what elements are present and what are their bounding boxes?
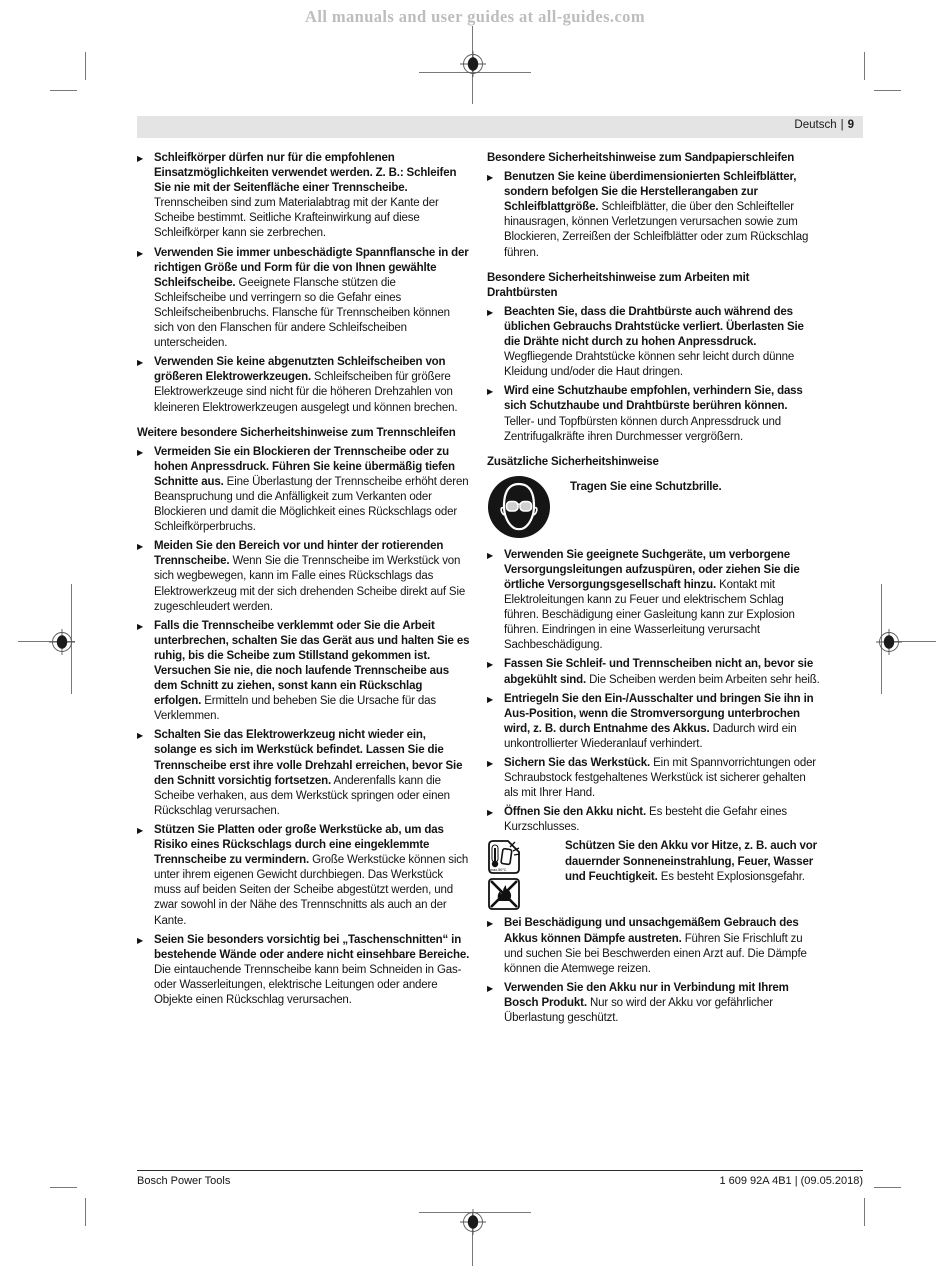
safety-instruction bbox=[137, 619, 470, 725]
safety-instruction bbox=[137, 151, 470, 242]
footer-divider bbox=[137, 1170, 863, 1171]
battery-protection-notice bbox=[487, 839, 820, 911]
safety-instruction bbox=[137, 539, 470, 614]
safety-instruction bbox=[137, 355, 470, 415]
bullet-arrow-icon: ▶ bbox=[487, 173, 494, 183]
safety-instruction bbox=[487, 305, 820, 380]
bullet-arrow-icon: ▶ bbox=[487, 660, 494, 670]
safety-instruction bbox=[487, 170, 820, 261]
instruction-bold: Öffnen Sie den Akku nicht. bbox=[504, 806, 646, 819]
instruction-bold: Seien Sie besonders vorsichtig bei „Taschenschnitten“ in bestehende Wände oder andere nicht einsehbare Bereiche. bbox=[154, 933, 470, 961]
instruction-text bbox=[504, 756, 820, 801]
instruction-text bbox=[154, 151, 470, 242]
instruction-text bbox=[504, 692, 820, 752]
bullet-arrow-icon: ▶ bbox=[487, 808, 494, 818]
instruction-bold: Fassen Sie Schleif- und Trennscheiben nicht an, bevor sie abgekühlt sind. bbox=[504, 658, 814, 686]
safety-instruction bbox=[487, 805, 820, 835]
instruction-bold: Verwenden Sie geeignete Suchgeräte, um verborgene Versorgungsleitungen aufzuspüren, oder ziehen Sie die örtliche Versorgungsgesellschaft hinzu. bbox=[504, 548, 800, 591]
instruction-bold: Vermeiden Sie ein Blockieren der Trennscheibe oder zu hohen Anpressdruck. Führen Sie keine übermäßig tiefen Schnitte aus. bbox=[154, 445, 455, 488]
instruction-detail: Wegfliegende Drahtstücke können sehr leicht durch dünne Kleidung und/oder die Haut dringen. bbox=[504, 351, 795, 379]
instruction-text bbox=[154, 619, 470, 725]
crop-mark bbox=[85, 1198, 86, 1226]
instruction-text bbox=[504, 170, 820, 261]
instruction-text bbox=[154, 445, 470, 536]
instruction-bold: Schützen Sie den Akku vor Hitze, z. B. auch vor dauernder Sonneneinstrahlung, Feuer, Wasser und Feuchtigkeit. bbox=[565, 840, 817, 883]
instruction-detail: Ermitteln und beheben Sie die Ursache für das Verklemmen. bbox=[154, 695, 436, 723]
goggles-notice-text: Tragen Sie eine Schutzbrille. bbox=[570, 480, 722, 493]
watermark-text: All manuals and user guides at all-guides.com bbox=[305, 7, 645, 26]
crop-mark bbox=[874, 90, 901, 91]
battery-heat-icon-label: max.50°C bbox=[490, 867, 507, 873]
instruction-detail: Anderenfalls kann die Scheibe verhaken, aus dem Werkstück springen oder einen Rückschlag verursachen. bbox=[154, 774, 450, 817]
instruction-detail: Ein mit Spannvorrichtungen oder Schraubstock festgehaltenes Werkstück ist sicherer gehalten als mit Ihrer Hand. bbox=[504, 757, 816, 800]
instruction-bold: Verwenden Sie keine abgenutzten Schleifscheiben von größeren Elektrowerkzeugen. bbox=[154, 356, 446, 384]
instruction-text bbox=[504, 805, 820, 835]
instruction-text bbox=[504, 548, 820, 654]
goggles-notice bbox=[487, 475, 820, 539]
safety-instruction bbox=[487, 981, 820, 1026]
bullet-arrow-icon: ▶ bbox=[137, 621, 144, 631]
instruction-text bbox=[504, 657, 820, 687]
instruction-text bbox=[504, 305, 820, 380]
safety-instruction bbox=[137, 728, 470, 819]
instruction-detail: Schleifblätter, die über den Schleifteller hinausragen, können Verletzungen verursachen sowie zum Blockieren, Zerreißen der Schleifblätter oder zum Rückschlag führen. bbox=[504, 201, 809, 259]
instruction-bold: Verwenden Sie immer unbeschädigte Spannflansche in der richtigen Größe und Form für die von Ihnen gewählte Schleifscheibe. bbox=[154, 246, 469, 289]
instruction-bold: Stützen Sie Platten oder große Werkstücke ab, um das Risiko eines Rückschlags durch eine eingeklemmte Trennscheibe zu vermindern. bbox=[154, 823, 444, 867]
bullet-arrow-icon: ▶ bbox=[137, 825, 144, 835]
instruction-detail: Eine Überlastung der Trennscheibe erhöht deren Beanspruchung und die Anfälligkeit zum Verkanten oder Blockieren und damit die Möglichkeit eines Rückschlags oder Schleifkörperbruchs. bbox=[154, 475, 469, 534]
instruction-detail: Die Scheiben werden beim Arbeiten sehr heiß. bbox=[589, 673, 820, 686]
instruction-bold: Benutzen Sie keine überdimensionierten Schleifblätter, sondern befolgen Sie die Herstellerangaben zur Schleifblattgröße. bbox=[504, 171, 797, 214]
instruction-text bbox=[154, 823, 470, 929]
bullet-arrow-icon: ▶ bbox=[137, 542, 144, 552]
instruction-detail: Trennscheiben sind zum Materialabtrag mit der Kante der Scheibe bestimmt. Seitliche Krafteinwirkung auf diese Schleifkörper kann sie zerbrechen. bbox=[154, 197, 439, 240]
instruction-text bbox=[154, 246, 470, 352]
section-heading: Weitere besondere Sicherheitshinweise zum Trennschleifen bbox=[137, 426, 456, 439]
instruction-detail: Große Werkstücke können sich unter ihrem eigenen Gewicht durchbiegen. Das Werkstück muss auf beiden Seiten der Scheibe abgestützt werden, und zwar sowohl in der Nähe des Trennschnitts als auch an der Kante. bbox=[154, 854, 469, 927]
crop-mark bbox=[50, 90, 77, 91]
bullet-arrow-icon: ▶ bbox=[137, 154, 144, 163]
registration-mark-icon bbox=[875, 628, 903, 656]
bullet-arrow-icon: ▶ bbox=[137, 358, 144, 368]
instruction-bold: Falls die Trennscheibe verklemmt oder Sie die Arbeit unterbrechen, schalten Sie das Gerät aus und halten Sie es ruhig, bis die Scheibe zum Stillstand gekommen ist. Versuchen Sie nie, die noch laufende Trennscheibe aus dem Schnitt zu ziehen, sonst kann ein Rückschlag erfolgen. bbox=[154, 619, 470, 708]
registration-mark-icon bbox=[459, 50, 487, 78]
bullet-arrow-icon: ▶ bbox=[487, 983, 494, 993]
registration-mark-icon bbox=[48, 628, 76, 656]
safety-instruction bbox=[487, 916, 820, 976]
section-heading: Zusätzliche Sicherheitshinweise bbox=[487, 455, 659, 468]
instruction-bold: Schalten Sie das Elektrowerkzeug nicht wieder ein, solange es sich im Werkstück befindet. Lassen Sie die Trennscheibe erst ihre volle Drehzahl erreichen, bevor Sie den Schnitt vorsichtig fortsetzen. bbox=[154, 729, 463, 787]
instruction-detail: Nur so wird der Akku vor gefährlicher Überlastung geschützt. bbox=[504, 996, 773, 1025]
instruction-text bbox=[504, 384, 820, 444]
header-language: Deutsch bbox=[794, 119, 837, 131]
footer-document-number: 1 609 92A 4B1 | (09.05.2018) bbox=[719, 1175, 863, 1187]
safety-instruction bbox=[487, 657, 820, 687]
safety-instruction bbox=[137, 445, 470, 536]
safety-instruction bbox=[137, 933, 470, 1008]
instruction-detail: Schleifscheiben für größere Elektrowerkzeuge sind nicht für die höheren Drehzahlen von kleineren Elektrowerkzeugen ausgelegt und können brechen. bbox=[154, 371, 458, 414]
safety-instruction bbox=[487, 756, 820, 801]
instruction-detail: Es besteht Explosionsgefahr. bbox=[660, 870, 805, 883]
safety-instruction bbox=[487, 548, 820, 654]
crop-mark bbox=[50, 1187, 77, 1188]
bullet-arrow-icon: ▶ bbox=[487, 387, 494, 397]
footer-brand: Bosch Power Tools bbox=[137, 1175, 231, 1187]
safety-instruction bbox=[487, 692, 820, 752]
crop-mark bbox=[864, 1198, 865, 1226]
instruction-bold: Beachten Sie, dass die Drahtbürste auch während des üblichen Gebrauchs Drahtstücke verliert. Überlasten Sie die Drähte nicht durch zu hohen Anpressdruck. bbox=[504, 305, 804, 349]
instruction-detail: Geeignete Flansche stützen die Schleifscheibe und verringern so die Gefahr eines Schleifscheibenbruchs. Flansche für Trennscheiben können sich von den Flanschen für andere Schleifscheiben unterscheiden. bbox=[154, 276, 450, 350]
safety-instruction bbox=[137, 246, 470, 352]
safety-goggles-icon bbox=[487, 475, 551, 539]
bullet-arrow-icon: ▶ bbox=[137, 731, 144, 741]
instruction-text bbox=[154, 539, 470, 614]
page-header-bar bbox=[137, 116, 863, 138]
left-column bbox=[137, 151, 470, 1012]
safety-instruction bbox=[487, 384, 820, 444]
instruction-bold: Verwenden Sie den Akku nur in Verbindung mit Ihrem Bosch Produkt. bbox=[504, 981, 789, 1009]
bullet-arrow-icon: ▶ bbox=[137, 248, 144, 258]
instruction-bold: Schleifkörper dürfen nur für die empfohlenen Einsatzmöglichkeiten verwendet werden. Z. B.: Schleifen Sie nie mit der Seitenfläche einer Trennscheibe. bbox=[154, 152, 457, 195]
instruction-detail: Kontakt mit Elektroleitungen kann zu Feuer und elektrischem Schlag führen. Beschädigung einer Gasleitung kann zur Explosion führen. Eindringen in eine Wasserleitung verursacht Sachbeschädigung. bbox=[504, 578, 795, 652]
crop-mark bbox=[864, 52, 865, 80]
instruction-bold: Meiden Sie den Bereich vor und hinter der rotierenden Trennscheibe. bbox=[154, 540, 444, 568]
right-column bbox=[487, 151, 820, 1030]
bullet-arrow-icon: ▶ bbox=[137, 935, 144, 945]
section-heading: Besondere Sicherheitshinweise zum Arbeiten mit Drahtbürsten bbox=[487, 271, 750, 299]
instruction-detail: Es besteht die Gefahr eines Kurzschlusses. bbox=[504, 806, 787, 834]
instruction-detail: Die eintauchende Trennscheibe kann beim Schneiden in Gas- oder Wasserleitungen, elektrische Leitungen oder andere Objekte einen Rückschlag verursachen. bbox=[154, 963, 462, 1006]
crop-mark bbox=[874, 1187, 901, 1188]
instruction-text bbox=[504, 981, 820, 1026]
header-page-number: 9 bbox=[847, 119, 854, 131]
crop-mark bbox=[85, 52, 86, 80]
battery-heat-icon bbox=[487, 839, 521, 875]
instruction-detail: Dadurch wird ein unkontrollierter Wiederanlauf verhindert. bbox=[504, 722, 797, 750]
bullet-arrow-icon: ▶ bbox=[137, 447, 144, 457]
instruction-bold: Entriegeln Sie den Ein-/Ausschalter und bringen Sie ihn in Aus-Position, wenn die Stromversorgung unterbrochen wird, z. B. durch Entnahme des Akkus. bbox=[504, 692, 814, 735]
instruction-text bbox=[154, 355, 470, 415]
instruction-text bbox=[154, 728, 470, 819]
battery-notice-text bbox=[565, 839, 820, 911]
battery-fire-prohibited-icon bbox=[487, 877, 521, 911]
instruction-text bbox=[504, 916, 820, 976]
instruction-detail: Teller- und Topfbürsten können durch Anpressdruck und Zentrifugalkräfte ihren Durchmesser vergrößern. bbox=[504, 415, 781, 443]
registration-mark-icon bbox=[459, 1208, 487, 1236]
bullet-arrow-icon: ▶ bbox=[487, 307, 494, 317]
bullet-arrow-icon: ▶ bbox=[487, 919, 494, 929]
bullet-arrow-icon: ▶ bbox=[487, 694, 494, 704]
bullet-arrow-icon: ▶ bbox=[487, 550, 494, 560]
instruction-text bbox=[154, 933, 470, 1008]
battery-notice-icons bbox=[487, 839, 523, 911]
instruction-bold: Sichern Sie das Werkstück. bbox=[504, 757, 651, 769]
page-header-text bbox=[794, 119, 854, 131]
section-heading: Besondere Sicherheitshinweise zum Sandpapierschleifen bbox=[487, 152, 795, 164]
safety-instruction bbox=[137, 823, 470, 929]
instruction-detail: Wenn Sie die Trennscheibe im Werkstück von sich wegbewegen, kann im Falle eines Rückschlags das Elektrowerkzeug mit der sich drehenden Scheibe direkt auf Sie zugeschleudert werden. bbox=[154, 555, 466, 613]
header-separator: | bbox=[840, 119, 844, 131]
bullet-arrow-icon: ▶ bbox=[487, 759, 494, 768]
instruction-bold: Bei Beschädigung und unsachgemäßem Gebrauch des Akkus können Dämpfe austreten. bbox=[504, 917, 799, 945]
instruction-detail: Führen Sie Frischluft zu und suchen Sie bei Beschwerden einen Arzt auf. Die Dämpfe können die Atemwege reizen. bbox=[504, 932, 807, 975]
instruction-bold: Wird eine Schutzhaube empfohlen, verhindern Sie, dass sich Schutzhaube und Drahtbürste berühren können. bbox=[504, 385, 803, 413]
